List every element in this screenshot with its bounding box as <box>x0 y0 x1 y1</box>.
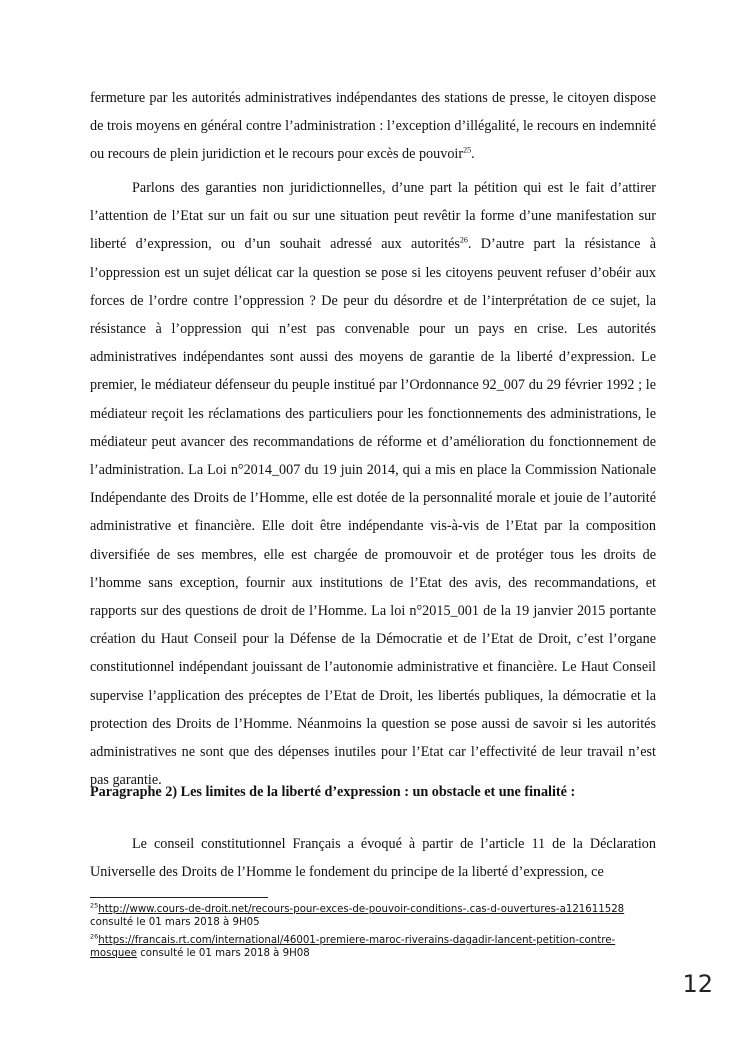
footnote-link[interactable]: https://francais.rt.com/international/46001-premiere-maroc-riverains-dagadir-lancent-petition-contre-mosquee <box>90 935 616 959</box>
paragraph-2-text-b: . D’autre part la résistance à l’oppression est un sujet délicat car la question se pose si les citoyens peuvent refuser d’obéir aux forces de l’ordre contre l’oppression ? De peur du désordre et de l’interprétation de ce sujet, la résistance à l’oppression qui n’est pas convenable pour un pays en crise. Les autorités administratives indépendantes sont aussi des moyens de garantie de la liberté d’expression. Le premier, le médiateur défenseur du peuple institué par l’Ordonnance 92_007 du 29 février 1992 ; le médiateur reçoit les réclamations des particuliers pour les fonctionnements des administrations, le médiateur peut avancer des recommandations de réforme et d’amélioration du fonctionnement de l’administration. La Loi n°2014_007 du 19 juin 2014, qui a mis en place la Commission Nationale Indépendante des Droits de l’Homme, elle est dotée de la personnalité morale et jouie de l’autorité administrative et financière. Elle doit être indépendante vis-à-vis de l’Etat par la composition diversifiée de ses membres, elle est chargée de promouvoir et de protéger tous les droits de l’homme sans exception, fournir aux institutions de l’Etat des avis, des recommandations, et rapports sur des questions de droit de l’Homme. La loi n°2015_001 de la 19 janvier 2015 portante création du Haut Conseil pour la Défense de la Démocratie et de l’Etat de Droit, c’est l’organe constitutionnel indépendant jouissant de l’autonomie administrative et financière. Le Haut Conseil supervise l’application des préceptes de l’Etat de Droit, les libertés publiques, la démocratie et la protection des Droits de l’Homme. Néanmoins la question se pose aussi de savoir si les autorités administratives ne sont que des dépenses inutiles pour l’Etat car l’effectivité de leur travail n’est pas garantie. <box>90 236 657 789</box>
footnote-link[interactable]: http://www.cours-de-droit.net/recours-pour-exces-de-pouvoir-conditions-.cas-d-ouvertures-a121611528 <box>98 904 625 915</box>
paragraph-1-end: . <box>471 146 475 163</box>
paragraph-1 <box>90 84 656 169</box>
footnote-number: 25 <box>90 901 99 910</box>
paragraph-2-text-a: Parlons des garanties non juridictionnelles, d’une part la pétition qui est le fait d’attirer l’attention de l’Etat sur un fait ou sur une situation peut revêtir la forme d’une manifestation sur liberté d’expression, ou d’un souhait adressé aux autorités <box>90 180 656 253</box>
footnote-note: consulté le 01 mars 2018 à 9H08 <box>140 948 310 959</box>
section-heading: Paragraphe 2) Les limites de la liberté d’expression : un obstacle et une finalité : <box>90 784 576 800</box>
footnote-number: 26 <box>90 932 99 941</box>
footnote-ref-25[interactable]: 25 <box>463 145 472 155</box>
footnote-ref-26[interactable]: 26 <box>459 235 468 245</box>
paragraph-1-text: fermeture par les autorités administratives indépendantes des stations de presse, le citoyen dispose de trois moyens en général contre l’administration : l’exception d’illégalité, le recours en indemnité ou recours de plein juridiction et le recours pour excès de pouvoir <box>90 90 656 163</box>
footnote-25 <box>90 903 656 929</box>
paragraph-3: Le conseil constitutionnel Français a évoqué à partir de l’article 11 de la Déclaration Universelle des Droits de l’Homme le fondement du principe de la liberté d’expression, ce <box>90 836 656 881</box>
paragraph-2 <box>90 174 656 794</box>
footnote-separator <box>90 897 268 898</box>
page-number: 12 <box>682 970 713 998</box>
footnote-note: consulté le 01 mars 2018 à 9H05 <box>90 917 260 928</box>
footnote-26 <box>90 934 656 960</box>
